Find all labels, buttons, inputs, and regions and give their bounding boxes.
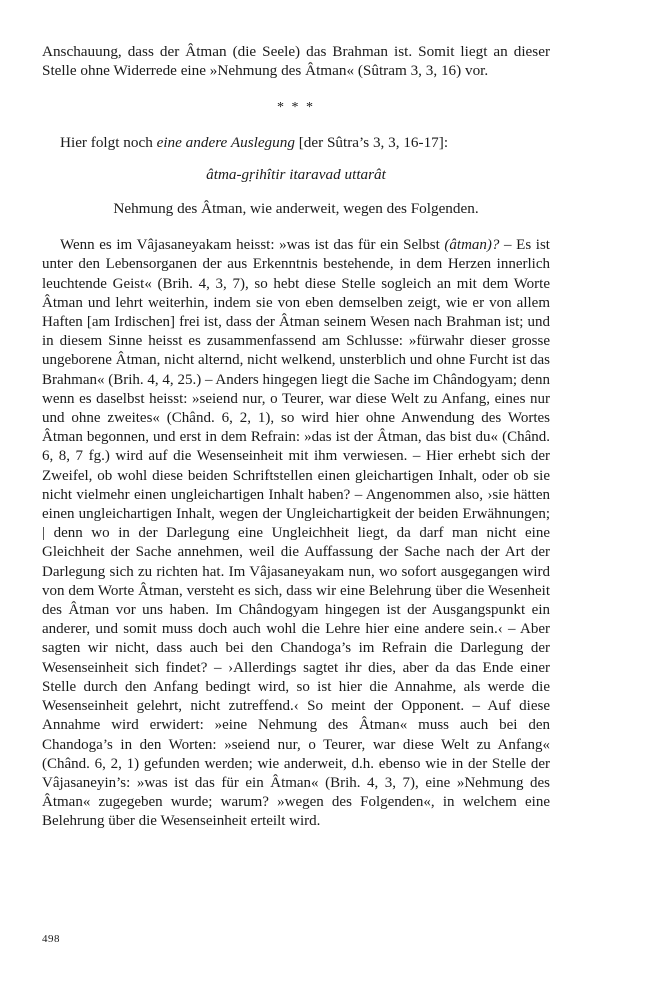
main-paragraph-rest: – Es ist unter den Lebensorganen der aus Erkenntnis bestehende, in dem Herzen innerlich leuchtende Geist« (Brih. 4, 3, 7), so hebt diese Stelle sogleich an mit dem Worte Âtman und lehrt weiterhin, indem sie von eben demselben zeigt, wie er von allem Haften [am Irdischen] frei ist, dass der Âtman seinem Wesen nach Brahman ist; und in diesem Sinne heisst es zusammenfassend am Schlusse: »fürwahr dieser grosse ungeborene Âtman, nicht alternd, nicht welkend, unsterblich und ohne Furcht ist das Brahman« (Brih. 4, 4, 25.) – Anders hingegen liegt die Sache im Chândogyam; denn wenn es daselbst heisst: »seiend nur, o Teurer, war diese Welt zu Anfang, eines nur und ohne zweites« (Chând. 6, 2, 1), so wird hier ohne Anwendung des Wortes Âtman begonnen, und erst in dem Refrain: »das ist der Âtman, das bist du« (Chând. 6, 8, 7 fg.) wird auf die Wesenseinheit mit ihm verwiesen. – Hier erhebt sich der Zweifel, ob wohl diese beiden Schriftstellen einen gleichartigen Inhalt, oder ob sie nicht vielmehr einen ungleichartigen Inhalt haben? – Angenommen also, ›sie hätten einen ungleichartigen Inhalt, wegen der Ungleichartigkeit der beiden Erwähnungen; | denn wo in der Darlegung eine Ungleichheit liegt, da darf man nicht eine Gleichheit der Sache annehmen, weil die Auffassung der Sache nach der Art der Darlegung sich zu richten hat. Im Vâjasaneyakam nun, wo sofort ausgegangen wird von dem Worte Âtman, versteht es sich, dass wir eine Belehrung über die Wesenheit des Âtman vor uns haben. Im Chândogyam hingegen ist der Ausgangspunkt ein anderer, und somit muss doch auch wohl die Lehre hier eine andere sein.‹ – Aber sagten wir nicht, dass auch bei den Chandoga’s im Refrain die Darlegung der Wesenseinheit sich findet? – ›Allerdings sagtet ihr dies, aber da das Ende einer Stelle durch den Anfang bedingt wird, so ist hier die Annahme, als werde die Wesenseinheit gelehrt, nicht zutreffend.‹ So meint der Opponent. – Auf diese Annahme wird erwidert: »eine Nehmung des Âtman« muss auch bei den Chandoga’s in den Worten: »seiend nur, o Teurer, war diese Welt zu Anfang« (Chând. 6, 2, 1) gefunden werden; wie anderweit, d.h. ebenso wie in der Stelle der Vâjasaneyin’s: »was ist das für ein Âtman« (Brih. 4, 3, 7), eine »Nehmung des Âtman« zugegeben wurde; warum? »wegen des Folgenden«, in welchem eine Belehrung über die Wesenseinheit erteilt wird.	[42, 237, 550, 830]
opening-paragraph: Anschauung, dass der Âtman (die Seele) das Brahman ist. Somit liegt an dieser Stelle ohne Widerrede eine »Nehmung des Âtman« (Sûtram 3, 3, 16) vor.	[42, 43, 550, 80]
section-intro-reference: [der Sûtra’s 3, 3, 16-17]:	[294, 133, 449, 151]
sutra-text: âtma-gṛihîtir itaravad uttarât	[206, 165, 386, 183]
page-body	[42, 42, 550, 832]
main-paragraph	[42, 236, 550, 831]
page-number: 498	[42, 933, 60, 945]
main-paragraph-emphasis: (âtman)?	[444, 237, 500, 254]
sutra-translation: Nehmung des Âtman, wie anderweit, wegen des Folgenden.	[113, 200, 479, 218]
main-paragraph-start: Wenn es im Vâjasaneyakam heisst: »was ist das für ein Selbst	[60, 237, 445, 254]
section-separator: * * *	[277, 100, 315, 116]
section-intro	[42, 133, 550, 152]
section-intro-text: Hier folgt noch	[60, 133, 157, 151]
section-intro-emphasis: eine andere Auslegung	[156, 133, 295, 151]
